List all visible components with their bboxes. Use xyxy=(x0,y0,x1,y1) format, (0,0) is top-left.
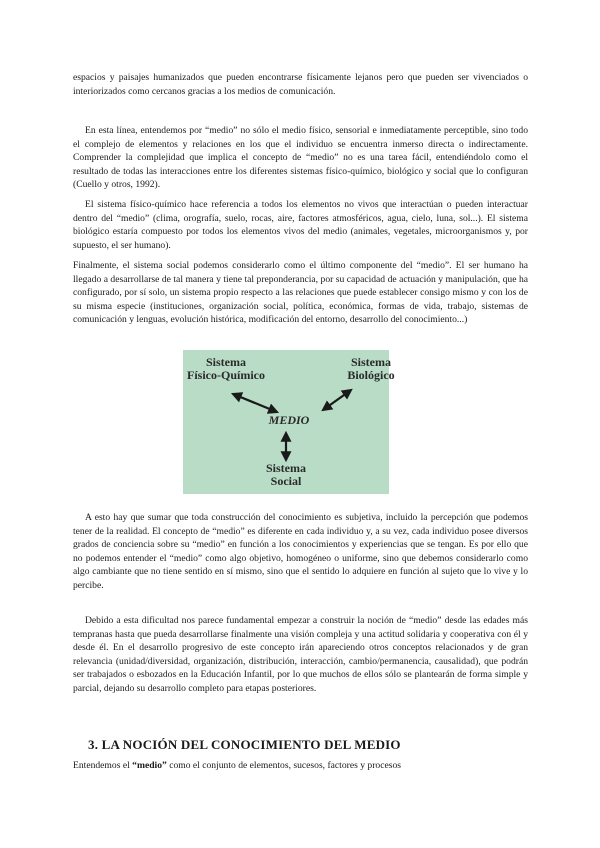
section-intro: Entendemos el “medio” como el conjunto de elementos, sucesos, factores y procesos xyxy=(73,760,401,771)
section-heading: 3. LA NOCIÓN DEL CONOCIMIENTO DEL MEDIO xyxy=(88,737,401,752)
label-medio: MEDIO xyxy=(268,413,310,427)
label-sistema-social: Sistema Social xyxy=(266,461,306,488)
paragraph-1: espacios y paisajes humanizados que pueden encontrarse físicamente lejanos pero que pueden ser vivenciados o interiorizados como cercanos gracias a los medios de comunicación. xyxy=(73,72,528,97)
arrow-fisico-medio xyxy=(233,394,277,412)
arrow-biologico-medio xyxy=(323,390,351,410)
medio-systems-diagram xyxy=(183,350,395,494)
paragraph-6: Debido a esta dificultad nos parece fundamental empezar a construir la noción de “medio” desde las edades más tempranas hasta que pueda desarrollarse finalmente una visión compleja y una actitud solidaria y cooperativa con él y desde él. En el desarrollo progresivo de este concepto irán apareciendo otros conceptos relacionados y de gran relevancia (unidad/diversidad, organización, distribución, interacción, cambio/permanencia, causalidad), que podrán ser trabajados o esbozados en la Educación Infantil, por lo que muchos de ellos sólo se plantearán de forma simple y parcial, dejando su desarrollo completo para etapas posteriores. xyxy=(73,615,528,694)
label-sistema-fisico-quimico: Sistema Físico-Químico xyxy=(187,355,265,382)
paragraph-4: Finalmente, el sistema social podemos considerarlo como el último componente del “medio”. El ser humano ha llegado a desarrollarse de tal manera y tiene tal preponderancia, por su capacidad de actuación y manipulación, que ha configurado, por sí solo, un sistema propio respecto a las relaciones que puede establecer consigo mismo y con los de su misma especie (instituciones, organización social, política, económica, formas de vida, trabajo, sistemas de comunicación y lenguas, evolución histórica, modificación del entorno, desarrollo del conocimiento...) xyxy=(73,260,528,326)
paragraph-2: En esta línea, entendemos por “medio” no sólo el medio físico, sensorial e inmediatamente perceptible, sino todo el complejo de elementos y relaciones en los que el individuo se encuentra inmerso directa o indirectamente. Comprender la complejidad que implica el concepto de “medio” no es una tarea fácil, entendiéndolo como el resultado de todas las interacciones entre los diferentes sistemas físico-químico, biológico y social que lo configuran (Cuello y otros, 1992). xyxy=(73,125,528,191)
paragraph-3: El sistema físico-químico hace referencia a todos los elementos no vivos que interactúan o pueden interactuar dentro del “medio” (clima, orografía, suelo, rocas, aire, factores atmosféricos, agua, cielo, luna, sol...). El sistema biológico estaría compuesto por todos los elementos vivos del medio (animales, vegetales, microorganismos y, por supuesto, el ser humano). xyxy=(73,199,528,251)
paragraph-5: A esto hay que sumar que toda construcción del conocimiento es subjetiva, incluido la percepción que podemos tener de la realidad. El concepto de “medio” es diferente en cada individuo y, a su vez, cada individuo posee diversos grados de conciencia sobre su “medio” en función a los conocimientos y experiencias que se tengan. Es por ello que no podemos entender el “medio” como algo objetivo, homogéneo o uniforme, sino que debemos considerarlo como algo cambiante que no tiene sentido en sí mismo, sino que el sentido lo adquiere en función al sujeto que lo vive y lo percibe. xyxy=(73,512,528,591)
label-sistema-biologico: Sistema Biológico xyxy=(347,355,395,382)
